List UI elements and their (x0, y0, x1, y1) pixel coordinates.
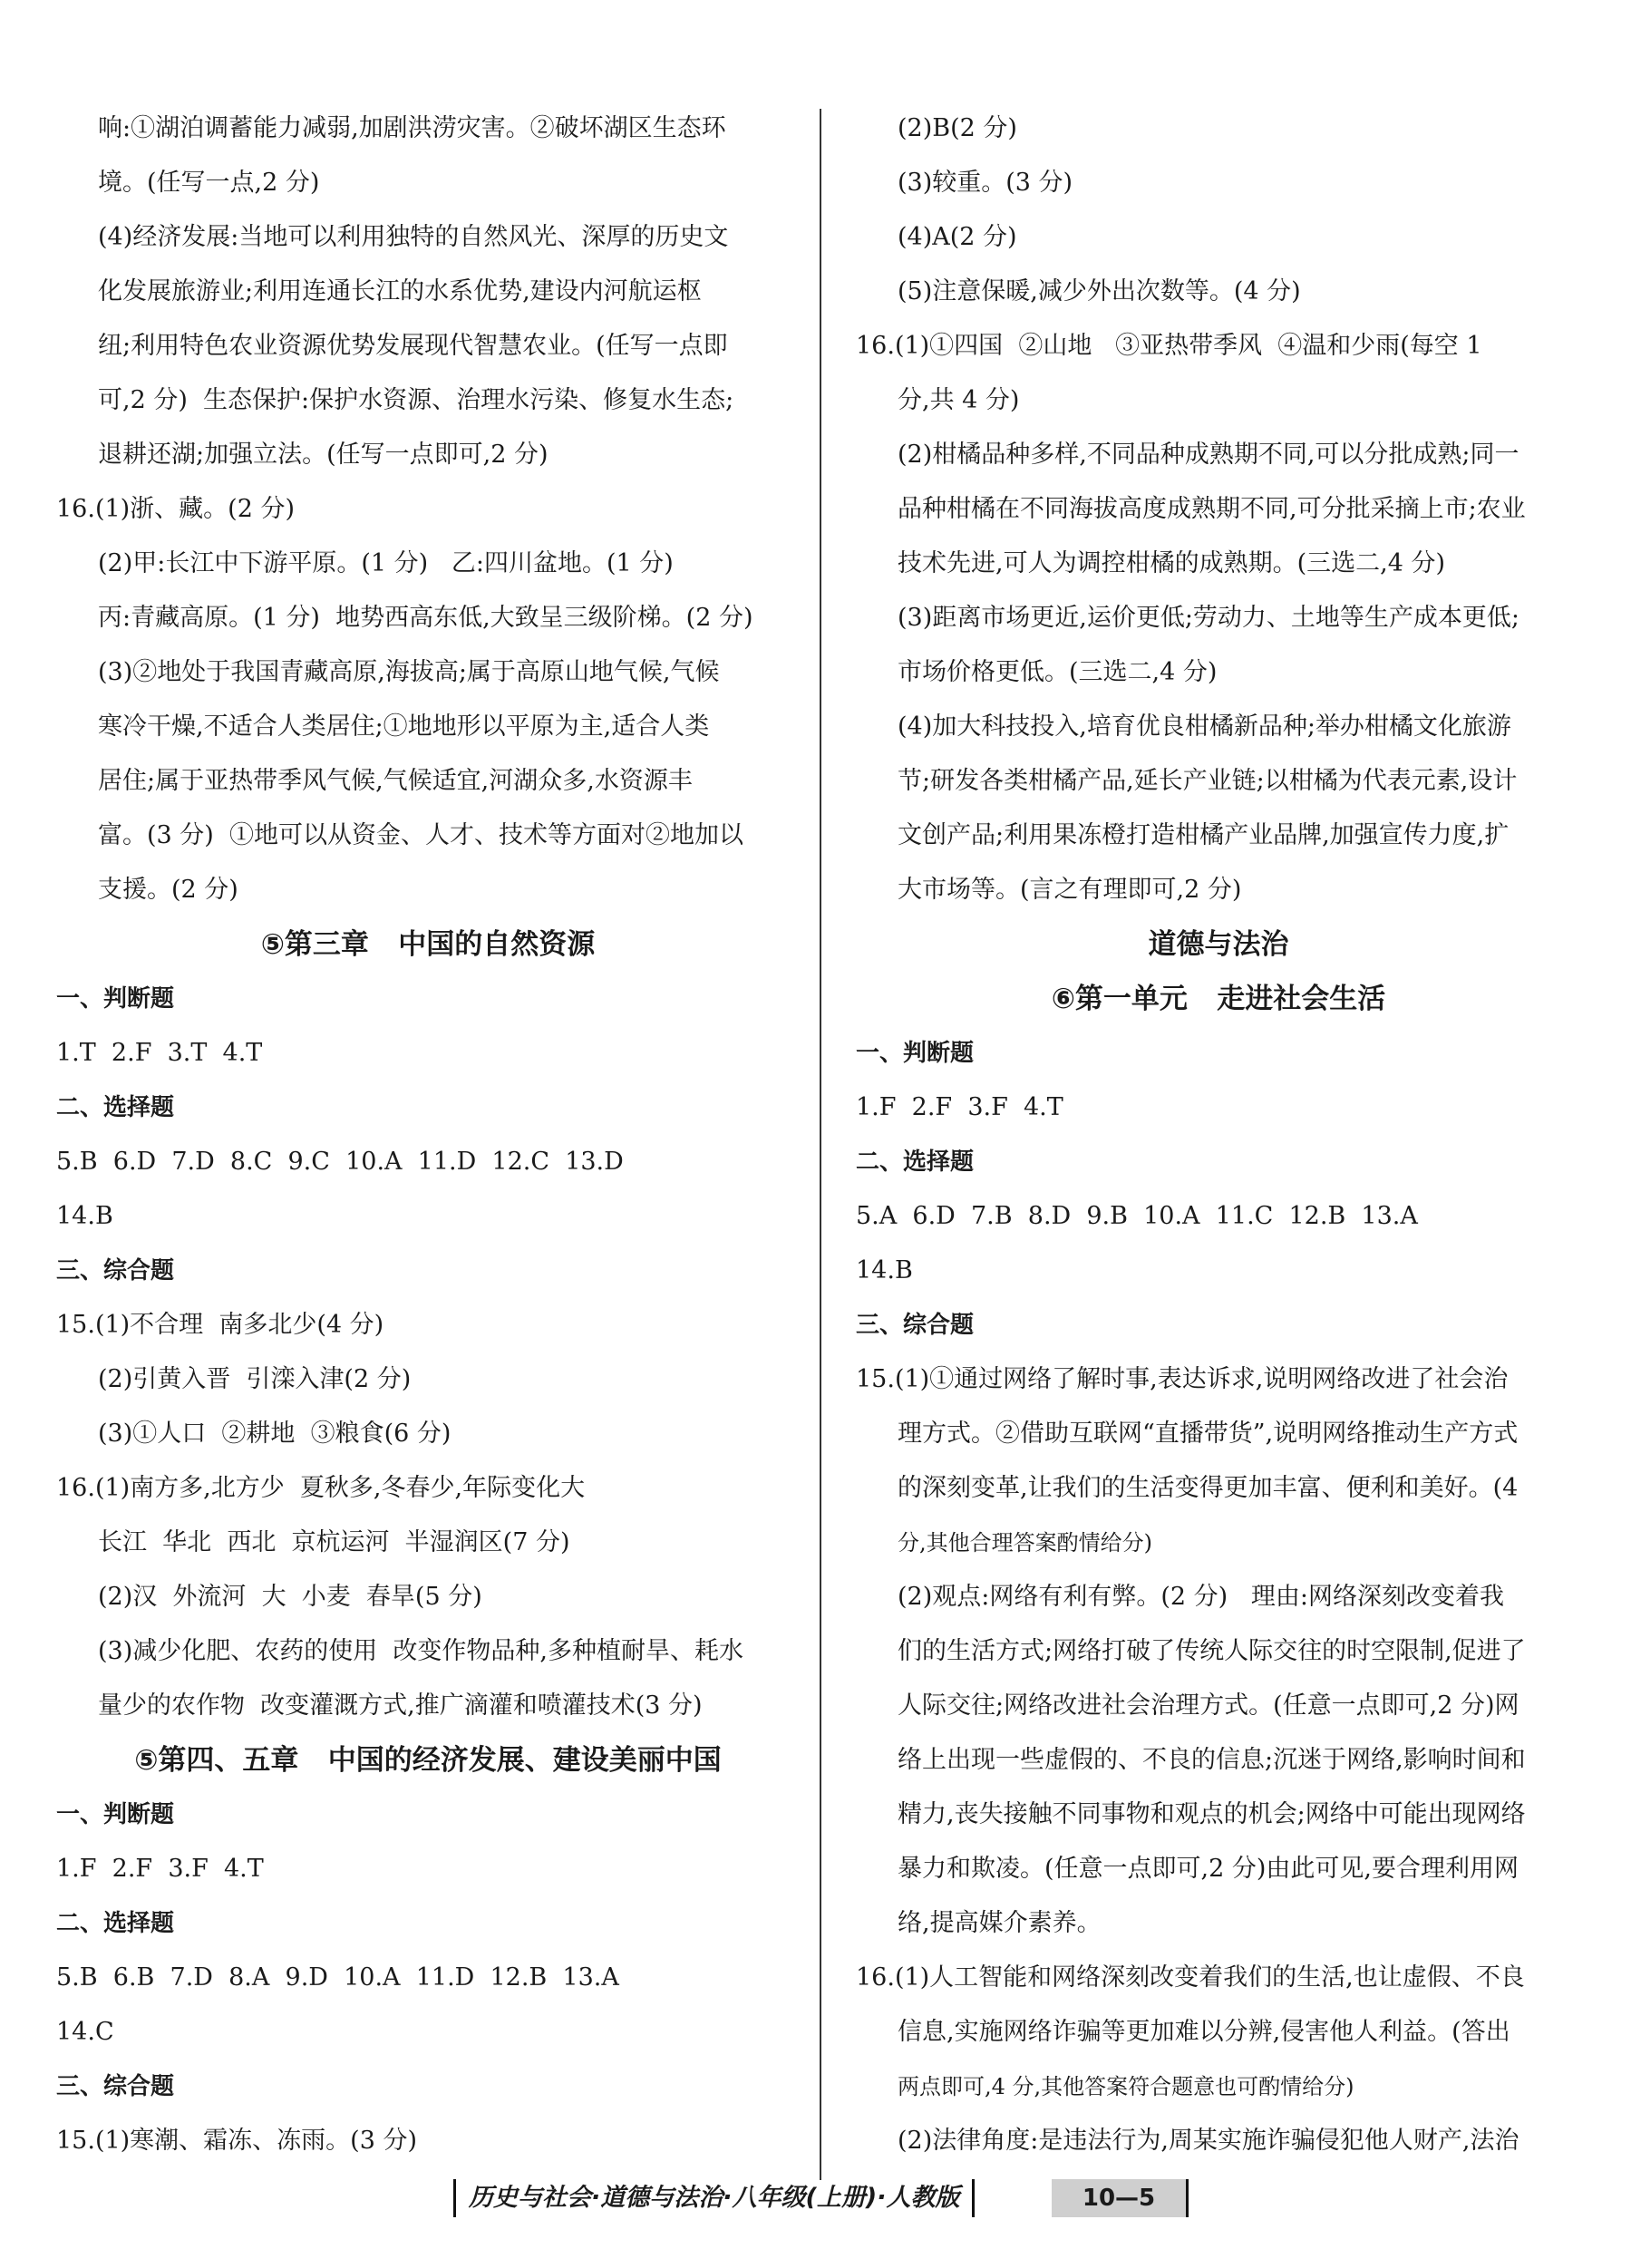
section-heading: 二、选择题 (856, 1149, 975, 1176)
text-line: 技术先进,可人为调控柑橘的成熟期。(三选二,4 分) (898, 549, 1445, 577)
text-line: (3)距离市场更近,运价更低;劳动力、土地等生产成本更低; (898, 604, 1520, 632)
text-line: 量少的农作物 改变灌溉方式,推广滴灌和喷灌技术(3 分) (98, 1691, 703, 1720)
chapter-heading: ⑥第一单元 走进社会生活 (1051, 983, 1386, 1015)
section-heading: 一、判断题 (56, 985, 175, 1013)
answer-line: 1.T 2.F 3.T 4.T (56, 1039, 263, 1067)
section-heading: 一、判断题 (856, 1040, 975, 1067)
text-line: 15.(1)①通过网络了解时事,表达诉求,说明网络改进了社会治 (856, 1365, 1509, 1393)
text-line: (2)B(2 分) (898, 114, 1017, 142)
text-line: (4)加大科技投入,培育优良柑橘新品种;举办柑橘文化旅游 (898, 712, 1511, 741)
text-line: 品种柑橘在不同海拔高度成熟期不同,可分批采摘上市;农业 (898, 495, 1526, 523)
section-heading: 三、综合题 (56, 2073, 175, 2100)
text-line: (2)柑橘品种多样,不同品种成熟期不同,可以分批成熟;同一 (898, 441, 1519, 469)
text-line: 16.(1)浙、藏。(2 分) (56, 495, 296, 523)
answer-line: 14.C (56, 2018, 114, 2046)
text-line: 化发展旅游业;利用连通长江的水系优势,建设内河航运枢 (98, 277, 702, 305)
text-line: 寒冷干燥,不适合人类居住;①地地形以平原为主,适合人类 (98, 712, 710, 741)
text-line: (4)A(2 分) (898, 223, 1017, 251)
section-heading: 三、综合题 (56, 1257, 175, 1284)
text-line: 富。(3 分) ①地可以从资金、人才、技术等方面对②地加以 (98, 821, 743, 849)
text-line: (3)②地处于我国青藏高原,海拔高;属于高原山地气候,气候 (98, 658, 720, 686)
answer-line: 5.B 6.D 7.D 8.C 9.C 10.A 11.D 12.C 13.D (56, 1148, 624, 1176)
text-line: 们的生活方式;网络打破了传统人际交往的时空限制,促进了 (898, 1637, 1526, 1665)
answer-line: 1.F 2.F 3.F 4.T (56, 1855, 264, 1883)
text-line: (5)注意保暖,减少外出次数等。(4 分) (898, 277, 1301, 305)
text-line: 长江 华北 西北 京杭运河 半湿润区(7 分) (98, 1528, 570, 1556)
text-line: 响:①湖泊调蓄能力减弱,加剧洪涝灾害。②破坏湖区生态环 (98, 114, 726, 142)
text-line: 丙:青藏高原。(1 分) 地势西高东低,大致呈三级阶梯。(2 分) (98, 604, 753, 632)
right-column (856, 102, 1581, 2168)
text-line: 分,其他合理答案酌情给分) (898, 1530, 1152, 1556)
column-divider (820, 109, 821, 2180)
text-line: 两点即可,4 分,其他答案符合题意也可酌情给分) (898, 2074, 1354, 2099)
text-line: (2)甲:长江中下游平原。(1 分) 乙:四川盆地。(1 分) (98, 549, 674, 577)
text-line: 信息,实施网络诈骗等更加难以分辨,侵害他人利益。(答出 (898, 2018, 1510, 2046)
text-line: 暴力和欺凌。(任意一点即可,2 分)由此可见,要合理利用网 (898, 1855, 1519, 1883)
section-heading: 二、选择题 (56, 1910, 175, 1937)
section-heading: 一、判断题 (56, 1801, 175, 1828)
left-column (56, 102, 800, 2168)
text-line: (2)观点:网络有利有弊。(2 分) 理由:网络深刻改变着我 (898, 1583, 1505, 1611)
text-line: (2)引黄入晋 引滦入津(2 分) (98, 1365, 412, 1393)
text-line: (3)较重。(3 分) (898, 169, 1073, 197)
text-line: 纽;利用特色农业资源优势发展现代智慧农业。(任写一点即 (98, 332, 728, 360)
text-line: 络,提高媒介素养。 (898, 1909, 1102, 1937)
text-line: 大市场等。(言之有理即可,2 分) (898, 876, 1242, 904)
subject-heading: 道德与法治 (1148, 928, 1289, 961)
text-line: (3)①人口 ②耕地 ③粮食(6 分) (98, 1420, 451, 1448)
answer-line: 1.F 2.F 3.F 4.T (856, 1093, 1063, 1121)
text-line: 可,2 分) 生态保护:保护水资源、治理水污染、修复水生态; (98, 386, 734, 414)
text-line: 文创产品;利用果冻橙打造柑橘产业品牌,加强宣传力度,扩 (898, 821, 1510, 849)
text-line: 络上出现一些虚假的、不良的信息;沉迷于网络,影响时间和 (898, 1746, 1526, 1774)
section-heading: 三、综合题 (856, 1312, 975, 1339)
text-line: 分,共 4 分) (898, 386, 1020, 414)
text-line: 15.(1)寒潮、霜冻、冻雨。(3 分) (56, 2127, 418, 2155)
answer-line: 14.B (56, 1202, 113, 1230)
text-line: 的深刻变革,让我们的生活变得更加丰富、便利和美好。(4 (898, 1474, 1519, 1502)
page-footer (453, 2176, 1197, 2223)
text-line: (3)减少化肥、农药的使用 改变作物品种,多种植耐旱、耗水 (98, 1637, 743, 1665)
text-line: (4)经济发展:当地可以利用独特的自然风光、深厚的历史文 (98, 223, 729, 251)
text-line: 精力,丧失接触不同事物和观点的机会;网络中可能出现网络 (898, 1800, 1526, 1828)
book-title: 历史与社会·道德与法治·八年级(上册)·人教版 (453, 2179, 975, 2217)
answer-line: 5.A 6.D 7.B 8.D 9.B 10.A 11.C 12.B 13.A (856, 1202, 1418, 1230)
text-line: 理方式。②借助互联网“直播带货”,说明网络推动生产方式 (898, 1420, 1519, 1448)
text-line: 人际交往;网络改进社会治理方式。(任意一点即可,2 分)网 (898, 1691, 1519, 1720)
text-line: 16.(1)①四国 ②山地 ③亚热带季风 ④温和少雨(每空 1 (856, 332, 1482, 360)
answer-line: 14.B (856, 1256, 913, 1284)
page-number: 10—5 (1052, 2179, 1189, 2217)
text-line: 退耕还湖;加强立法。(任写一点即可,2 分) (98, 441, 549, 469)
text-line: 节;研发各类柑橘产品,延长产业链;以柑橘为代表元素,设计 (898, 767, 1518, 795)
text-line: (2)法律角度:是违法行为,周某实施诈骗侵犯他人财产,法治 (898, 2127, 1519, 2155)
section-heading: 二、选择题 (56, 1094, 175, 1121)
answer-line: 5.B 6.B 7.D 8.A 9.D 10.A 11.D 12.B 13.A (56, 1963, 619, 1992)
text-line: 15.(1)不合理 南多北少(4 分) (56, 1311, 384, 1339)
text-line: 境。(任写一点,2 分) (98, 169, 320, 197)
chapter-heading: ⑤第四、五章 中国的经济发展、建设美丽中国 (134, 1744, 722, 1777)
text-line: 居住;属于亚热带季风气候,气候适宜,河湖众多,水资源丰 (98, 767, 693, 795)
text-line: (2)汉 外流河 大 小麦 春旱(5 分) (98, 1583, 482, 1611)
chapter-heading: ⑤第三章 中国的自然资源 (260, 928, 596, 961)
text-line: 16.(1)南方多,北方少 夏秋多,冬春少,年际变化大 (56, 1474, 586, 1502)
text-line: 支援。(2 分) (98, 876, 238, 904)
text-line: 市场价格更低。(三选二,4 分) (898, 658, 1218, 686)
text-line: 16.(1)人工智能和网络深刻改变着我们的生活,也让虚假、不良 (856, 1963, 1525, 1992)
